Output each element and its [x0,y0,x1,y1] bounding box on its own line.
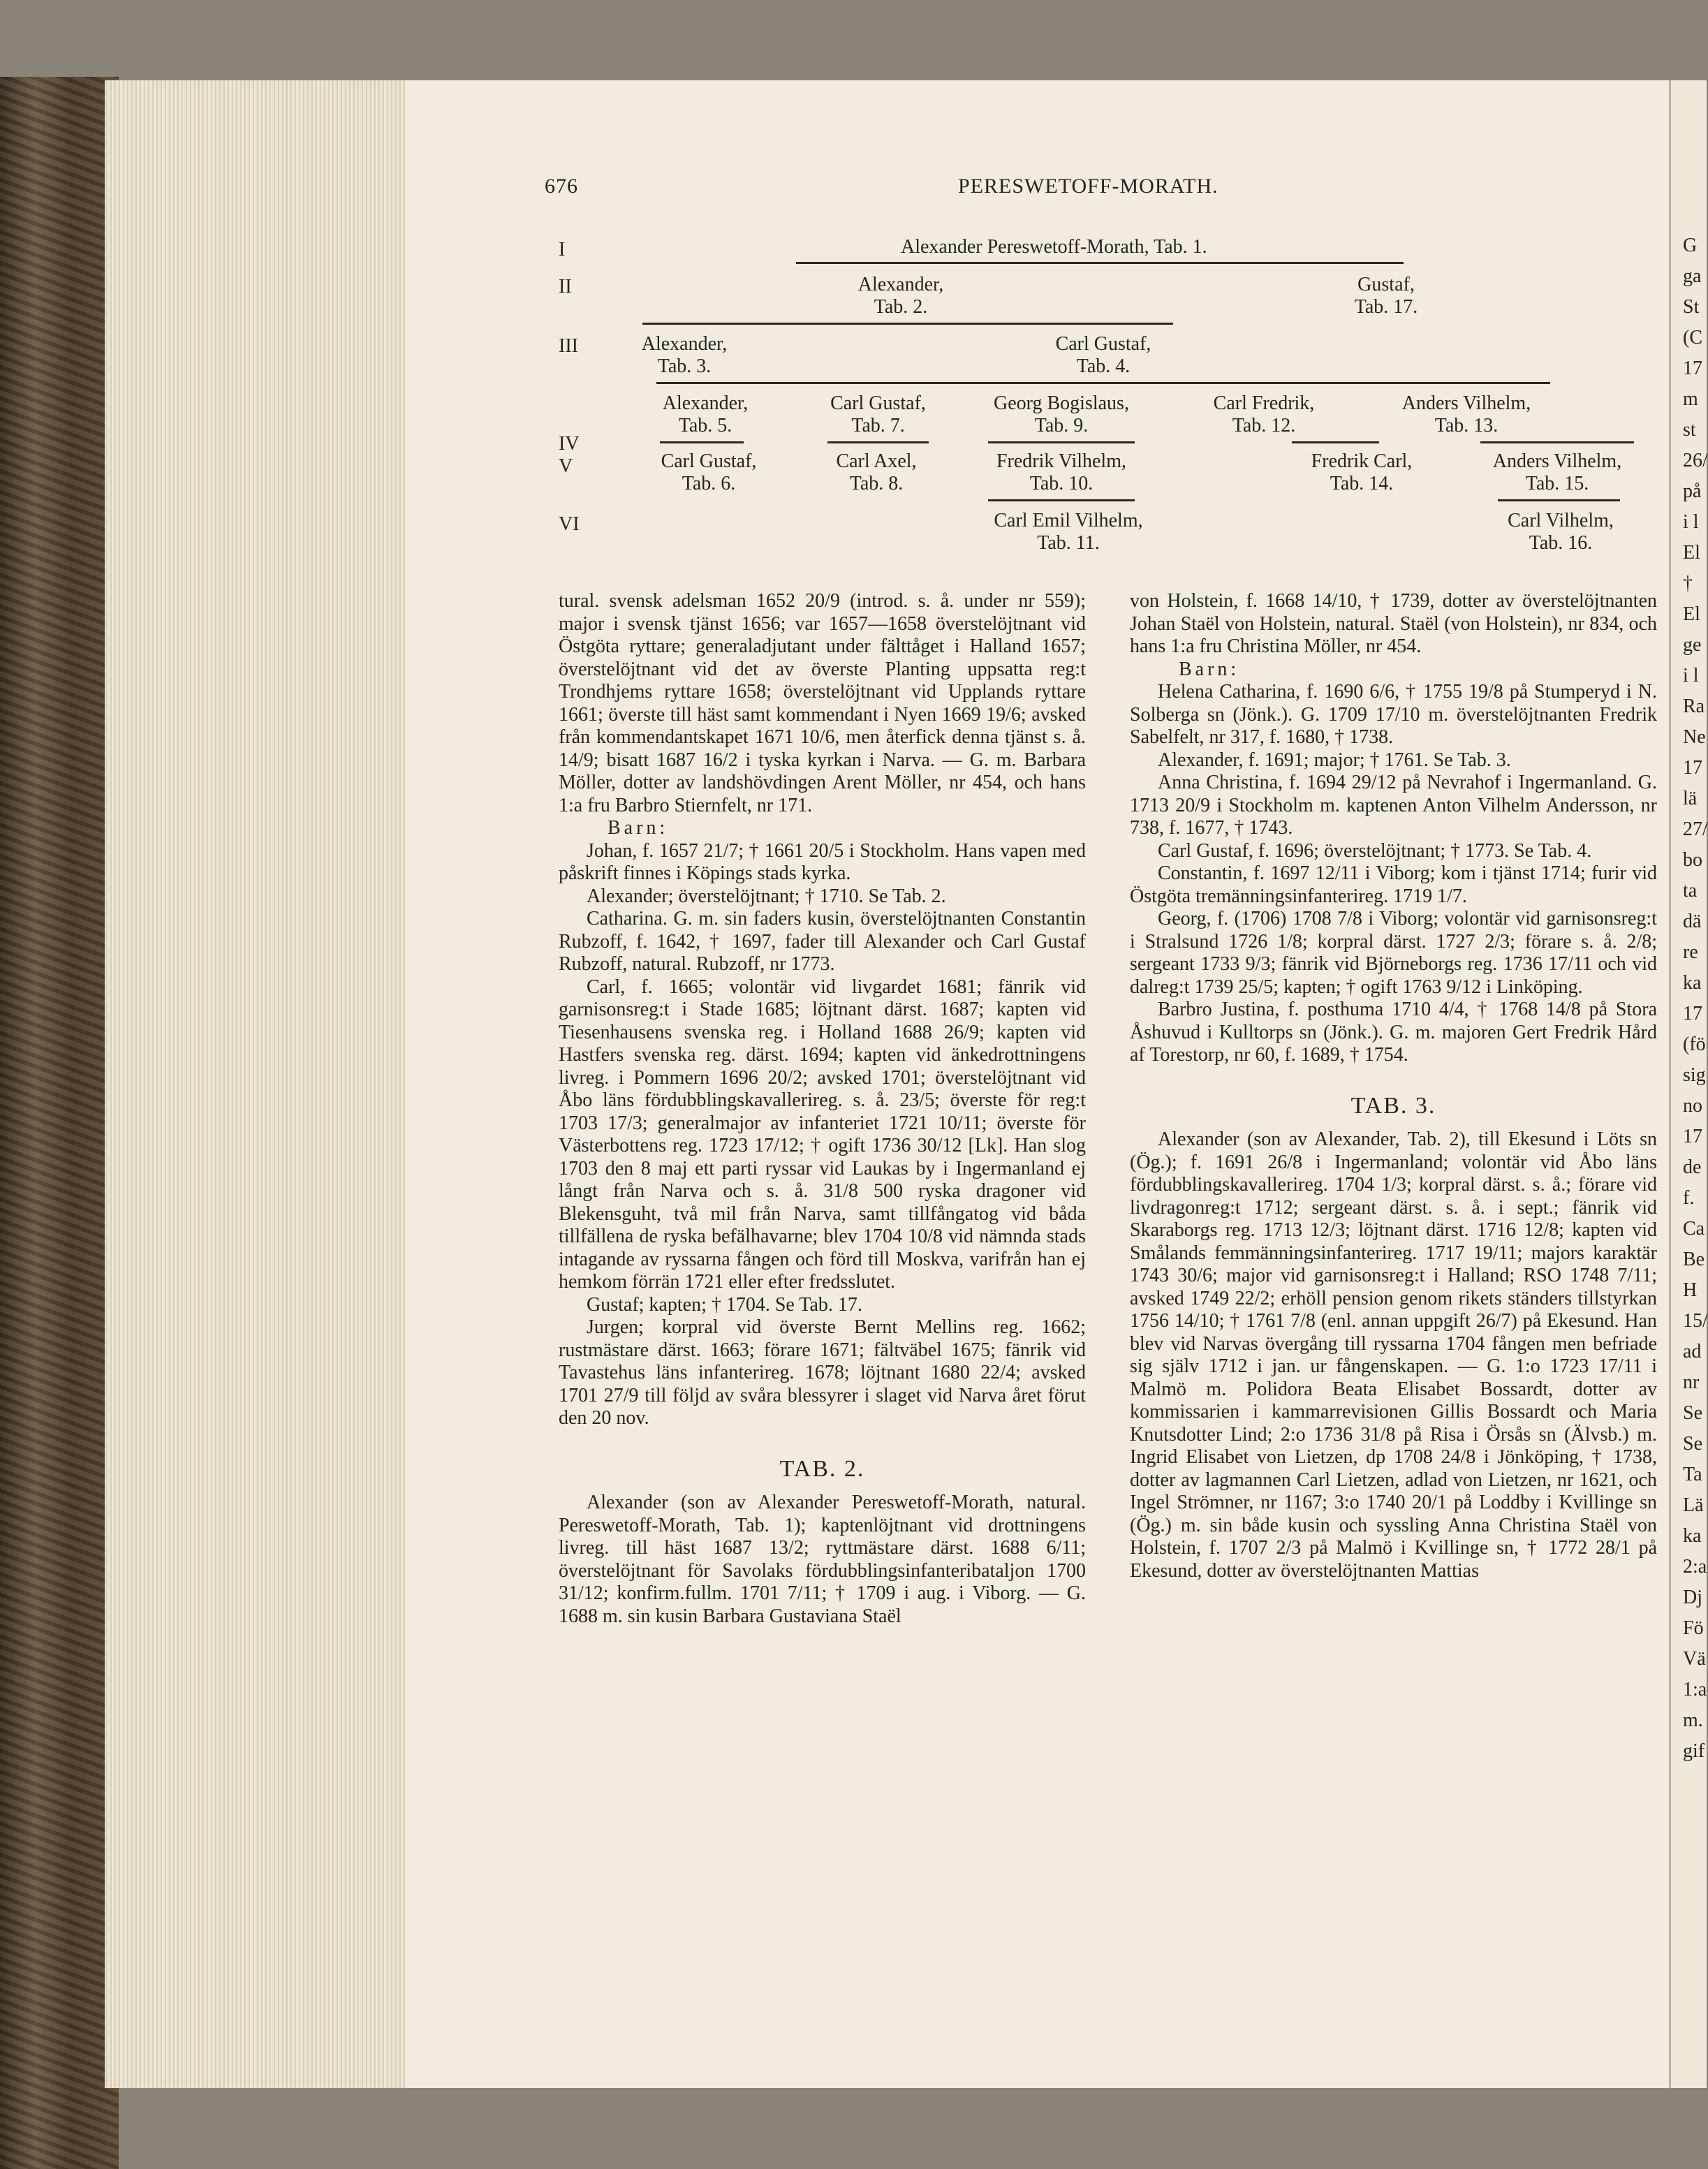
facing-page-fragment: 2:a [1683,1556,1707,1578]
page-edges [105,80,406,2088]
facing-page-fragment: Ta [1683,1464,1702,1485]
facing-page-fragment: 17 [1683,1003,1702,1024]
facing-page-fragment: H [1683,1279,1698,1301]
book-spine [0,77,119,2169]
facing-page-fragment: Lä [1683,1494,1704,1516]
tree-node: Carl Vilhelm, Tab. 16. [1508,510,1614,554]
facing-page-fragment: Se [1683,1433,1702,1455]
tree-node: Carl Gustaf, Tab. 7. [830,392,926,436]
facing-page-fragment: 26/ [1683,450,1708,471]
tree-bracket [1292,441,1379,443]
tree-node: Anders Vilhelm, Tab. 13. [1401,392,1531,436]
tree-node: Alexander, Tab. 5. [662,392,749,436]
facing-page-fragment: på [1683,480,1702,502]
facing-page-fragment: ka [1683,1525,1702,1547]
text-column-right [1130,590,1657,1582]
facing-page-text [1683,230,1708,1767]
paragraph: Georg, f. (1706) 1708 7/8 i Viborg; volontär vid garnisonsreg:t i Stralsund 1726 1/8; korpral därst. 1727 2/3; förare s. å. 2/8; sergeant 1733 9/3; fänrik vid Björneborgs reg. 1736 17/11 och vid dalreg:t 1739 25/5; kapten; † ogift 1763 9/12 i Linköping. [1130,908,1657,998]
level-label: IV [559,433,580,455]
tree-node: Carl Emil Vilhelm, Tab. 11. [994,510,1143,554]
paragraph: Gustaf; kapten; † 1704. Se Tab. 17. [587,1293,862,1316]
tree-node: Fredrik Carl, Tab. 14. [1311,450,1413,494]
facing-page-fragment: ga [1683,265,1702,287]
tree-bracket [660,441,744,443]
tree-node-gen1: Alexander Pereswetoff-Morath, Tab. 1. [901,236,1207,258]
paragraph: tural. svensk adelsman 1652 20/9 (introd. s. å. under nr 559); major i svensk tjänst 1656; var 1657—1658 överstelöjtnant vid Östgöta ryttare; generaladjutant under fälttåget i Halland 1657; överstelöjtnant vid det av överste Planting uppsatta reg:t Trondhjems ryttare 1658; överstelöjtnant vid Upplands ryttare 1661; överste till häst samt kommendant i Nyen 1669 19/6; avsked från kommendantskapet 1671 10/6, men återfick denna tjänst s. å. 14/9; bisatt 1687 16/2 i tyska kyrkan i Narva. — G. m. Barbara Möller, dotter av landshövdingen Arent Möller, nr 454, och hans 1:a fru Barbro Stiernfelt, nr 171. [559,590,1086,816]
tree-bracket [1498,499,1620,501]
facing-page-fragment: Be [1683,1249,1705,1270]
table-heading: TAB. 2. [779,1455,865,1482]
tree-bracket [988,499,1135,501]
facing-page-fragment: 15/ [1683,1310,1708,1332]
facing-page-fragment: El [1683,603,1700,625]
paragraph: Constantin, f. 1697 12/11 i Viborg; kom i tjänst 1714; furir vid Östgöta tremänningsinfanterireg. 1719 1/7. [1130,862,1657,907]
paragraph: Catharina. G. m. sin faders kusin, överstelöjtnanten Constantin Rubzoff, f. 1642, † 1697, fader till Alexander och Carl Gustaf Rubzoff, natural. Rubzoff, nr 1773. [559,908,1086,975]
facing-page-fragment: m [1683,388,1698,410]
tree-node: Anders Vilhelm, Tab. 15. [1492,450,1622,494]
paragraph: Helena Catharina, f. 1690 6/6, † 1755 19/8 på Stumperyd i N. Solberga sn (Jönk.). G. 1709 17/10 m. överstelöjtnanten Fredrik Sabelfelt, nr 317, f. 1680, † 1738. [1130,681,1657,748]
paragraph: Carl Gustaf, f. 1696; överstelöjtnant; † 1773. Se Tab. 4. [1158,839,1592,862]
facing-page-fragment: Ca [1683,1218,1705,1240]
facing-page-fragment: (C [1683,327,1702,348]
paragraph: Alexander (son av Alexander Pereswetoff-Morath, natural. Pereswetoff-Morath, Tab. 1); kaptenlöjtnant vid drottningens livreg. till häst 1687 13/2; ryttmästare därst. 1688 6/11; överstelöjtnant för Savolaks fördubblingsinfanteribataljon 1700 31/12; konfirm.fullm. 1701 7/11; † 1709 i aug. i Viborg. — G. 1688 m. sin kusin Barbara Gustaviana Staël [559,1492,1086,1627]
facing-page-fragment: Fö [1683,1617,1704,1639]
tree-node: Carl Axel, Tab. 8. [836,450,917,494]
facing-page-fragment: 17 [1683,358,1702,379]
facing-page-fragment: lä [1683,788,1698,809]
facing-page-fragment: f. [1683,1187,1695,1209]
tree-bracket [988,441,1135,443]
tree-bracket [642,323,1173,325]
tree-bracket [796,262,1404,264]
table-heading: TAB. 3. [1350,1092,1436,1119]
level-label: I [559,239,566,260]
tree-bracket [656,382,1550,384]
facing-page-fragment: de [1683,1156,1702,1178]
paragraph: Anna Christina, f. 1694 29/12 på Nevrahof i Ingermanland. G. 1713 20/9 i Stockholm m. kaptenen Anton Vilhelm Andersson, nr 738, f. 1677, † 1743. [1130,772,1657,839]
paragraph: Alexander (son av Alexander, Tab. 2), till Ekesund i Löts sn (Ög.); f. 1691 26/8 i Ingermanland; volontär vid Åbo läns fördubblingskavallerireg. 1704 1/3; korpral därst. s. å.; förare vid livdragonreg:t 1712; sergeant därst. s. å. i sept.; fänrik vid Skaraborgs reg. 1713 12/3; löjtnant därst. 1716 12/8; kapten vid Smålands femmänningsinfanterireg. 1717 19/11; majors karaktär 1743 30/6; major vid garnisonsreg:t i Halland; RSO 1748 7/11; avsked 1749 22/2; erhöll pension genom rikets ständers tillstyrkan 1756 14/10; † 1761 7/8 (enl. annan uppgift 26/7) på Ekesund. Han blev vid Narvas övergång till ryssarna 1704 fången men befriade sig själv 1712 i jan. ur fångenskapen. — G. 1:o 1723 17/11 i Malmö m. Polidora Beata Elisabet Bossardt, dotter av kommissarien i kammarrevisionen Gillis Bossardt och Maria Knutsdotter Lind; 2:o 1736 31/8 på Risa i Örsås sn (Älvsb.) m. Ingrid Elisabet von Lietzen, dp 1708 24/8 i Jönköping, † 1738, dotter av lagmannen Carl Lietzen, adlad von Lietzen, nr 1621, och Ingel Strömner, nr 1167; 3:o 1740 20/1 på Loddby i Kvillinge sn (Ög.) m. sin både kusin och syssling Anna Christina Staël von Holstein, f. 1707 2/3 på Malmö i Kvillinge sn, † 1772 28/1 på Ekesund, dotter av överstelöjtnanten Mattias [1130,1128,1657,1582]
facing-page-fragment: ge [1683,634,1702,656]
facing-page-fragment: 17 [1683,1126,1702,1147]
tree-bracket [1480,441,1634,443]
paragraph: von Holstein, f. 1668 14/10, † 1739, dotter av överstelöjtnanten Johan Staël von Holstein, natural. Staël (von Holstein), nr 834, och hans 1:a fru Christina Möller, nr 454. [1130,590,1657,657]
paragraph: Carl, f. 1665; volontär vid livgardet 1681; fänrik vid garnisonsreg:t i Stade 1685; löjtnant därst. 1687; kapten vid Tiesenhausens svenska reg. i Holland 1688 26/9; kapten vid Hastfers svenska reg. därst. 1694; kapten vid änkedrottningens livreg. i Pommern 1696 20/2; avsked 1701; överstelöjtnant vid Åbo läns fördubblingskavallerireg. s. å. 23/5; överste för reg:t 1703 17/3; generalmajor av infanteriet 1721 10/11; överste för Västerbottens reg. 1723 17/12; † ogift 1736 30/12 [Lk]. Han slog 1703 den 8 maj ett parti ryssar vid Laukas by i Ingermanland ej långt från Narva och s. å. 31/8 500 ryska dragoner vid Blekensguht, två mil från Narva, samt tillfångatog vid båda tillfällena de ryska befälhavarne; blev 1704 10/8 vid nämnda stads intagande av ryssarna fången och förd till Moskva, varifrån han ej hemkom förrän 1721 eller efter fredsslutet. [559,976,1086,1293]
section-heading: Barn: [1179,658,1240,680]
page-number: 676 [545,175,578,198]
facing-page-fragment: 27/ [1683,818,1708,840]
facing-page-fragment: 1:a [1683,1679,1707,1700]
facing-page-fragment: ka [1683,972,1702,994]
facing-page-fragment: Ra [1683,696,1705,717]
level-label: V [559,455,573,477]
facing-page-fragment: Se [1683,1402,1702,1424]
tree-node: Alexander, Tab. 3. [641,333,728,377]
facing-page-fragment: i l [1683,511,1699,533]
facing-page-fragment: 17 [1683,757,1702,779]
tree-node: Fredrik Vilhelm, Tab. 10. [996,450,1126,494]
facing-page-fragment: G [1683,235,1698,256]
tree-bracket [827,441,929,443]
paragraph: Alexander, f. 1691; major; † 1761. Se Tab. 3. [1158,749,1511,771]
tree-node: Gustaf, Tab. 17. [1354,274,1418,318]
facing-page-fragment: i l [1683,665,1699,686]
facing-page-fragment: St [1683,296,1700,318]
running-title: PERESWETOFF-MORATH. [958,175,1219,198]
paragraph: Alexander; överstelöjtnant; † 1710. Se Tab. 2. [587,885,946,907]
facing-page-fragment: † [1683,573,1693,594]
tree-node: Alexander, Tab. 2. [857,274,944,318]
facing-page-fragment: (fö [1683,1034,1706,1055]
facing-page-fragment: nr [1683,1372,1700,1393]
level-label: VI [559,513,580,535]
facing-page-fragment: dä [1683,911,1702,932]
paragraph: Barbro Justina, f. posthuma 1710 4/4, † 1768 14/8 på Stora Åshuvud i Kulltorps sn (Jönk.). G. m. majoren Gert Fredrik Hård af Torestorp, nr 60, f. 1689, † 1754. [1130,999,1657,1066]
facing-page-fragment: Ne [1683,726,1706,748]
facing-page-fragment: Dj [1683,1587,1702,1608]
tree-node: Carl Gustaf, Tab. 6. [661,450,757,494]
section-heading: Barn: [608,817,669,839]
text-column-left [559,590,1086,1628]
facing-page-fragment: Vä [1683,1648,1706,1670]
facing-page-fragment: ta [1683,880,1698,902]
facing-page-fragment: st [1683,419,1696,441]
facing-page-fragment: gif [1683,1740,1705,1762]
paragraph: Johan, f. 1657 21/7; † 1661 20/5 i Stockholm. Hans vapen med påskrift finnes i Köpings stads kyrka. [559,839,1086,884]
tree-node: Carl Fredrik, Tab. 12. [1213,392,1315,436]
tree-node: Carl Gustaf, Tab. 4. [1055,333,1151,377]
facing-page-fragment: bo [1683,849,1702,871]
tree-node: Georg Bogislaus, Tab. 9. [994,392,1129,436]
facing-page-fragment: ad [1683,1341,1702,1362]
paragraph: Jurgen; korpral vid överste Bernt Mellins reg. 1662; rustmästare därst. 1663; förare 1671; fältväbel 1675; fänrik vid Tavastehus läns infanterireg. 1678; löjtnant 1680 22/4; avsked 1701 27/9 till följd av svåra blessyrer i slaget vid Narva året förut den 20 nov. [559,1316,1086,1429]
facing-page-fragment: El [1683,542,1700,564]
level-label: II [559,276,572,297]
facing-page-fragment: re [1683,941,1698,963]
facing-page-fragment: sig [1683,1064,1706,1086]
facing-page-fragment: no [1683,1095,1702,1117]
facing-page-fragment: m. [1683,1710,1703,1731]
level-label: III [559,335,578,357]
